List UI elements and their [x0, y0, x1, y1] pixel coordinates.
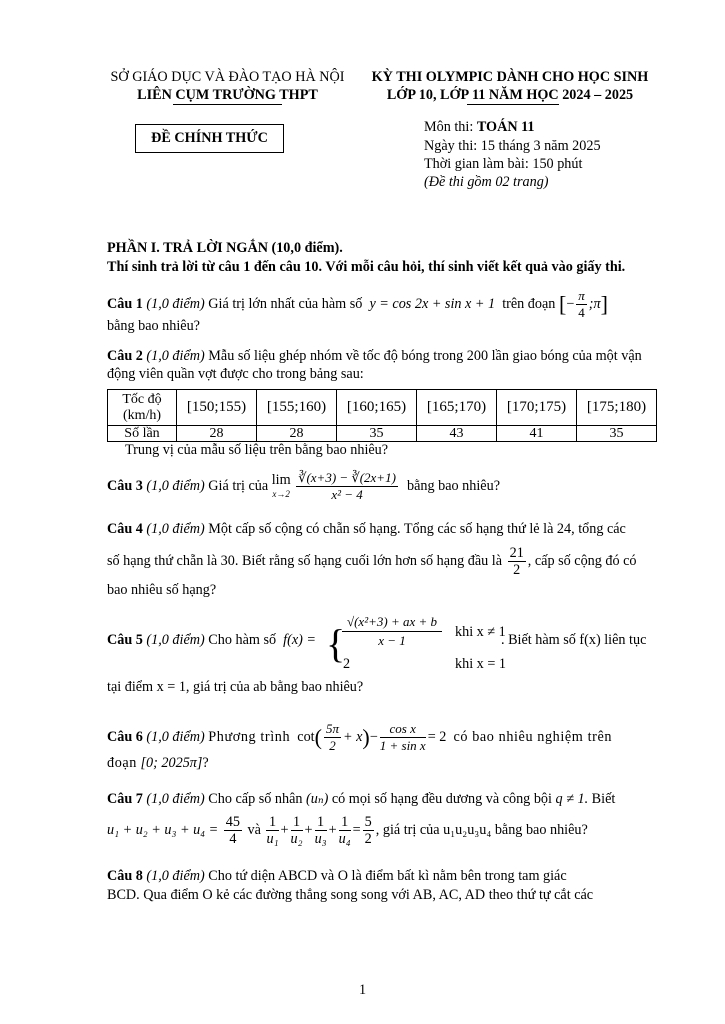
question-1: Câu 1 (1,0 điểm) Giá trị lớn nhất của hàm số y = cos 2x + sin x + 1 trên đoạn [− $\frac{\pi}{4}$ ;π] — [107, 288, 608, 320]
header-rule-right — [467, 104, 559, 105]
table-row — [108, 390, 657, 426]
table-cell: [165;170) — [417, 390, 497, 426]
exam-grade-year: LỚP 10, LỚP 11 NĂM HỌC 2024 – 2025 — [386, 87, 634, 103]
header-rule-left — [173, 104, 282, 105]
question-8: Câu 8 (1,0 điểm) Cho tứ diện ABCD và O là điểm bất kì nằm bên trong tam giác — [107, 868, 567, 884]
question-8-line2: BCD. Qua điểm O kẻ các đường thẳng song song với AB, AC, AD theo thứ tự cắt các — [107, 887, 594, 903]
table-cell: 28 — [257, 426, 337, 442]
question-2-line2: động viên quần vợt được cho trong bảng sau: — [107, 366, 364, 382]
piecewise-case2-value: 2 — [343, 656, 351, 672]
speed-frequency-table — [107, 389, 657, 442]
table-cell: 28 — [177, 426, 257, 442]
question-6-line2: đoạn [0; 2025π]? — [107, 755, 209, 771]
piecewise-case2-cond: khi x = 1 — [455, 656, 506, 672]
question-7-line2: u₁ + u₂ + u₃ + u₄ = $\frac{45}{4}$ và $\frac{1}{\text{u₁}}$ + $\frac{1}{\text{u₂}}$ + $\frac{1}{\text{u₃}}$ + $\frac{1}{\text{u₄}}$ = $\frac{5}{2}$ , giá trị của u₁u₂u₃u₄ bằng bao nhiêu? — [107, 814, 588, 847]
question-5-continuity: . Biết hàm số f(x) liên tục — [501, 632, 647, 648]
subject-line: Môn thi: TOÁN 11 — [424, 119, 535, 135]
question-7: Câu 7 (1,0 điểm) Cho cấp số nhân (uₙ) có mọi số hạng đều dương và công bội q ≠ 1. Biết — [107, 791, 616, 807]
table-cell: 43 — [417, 426, 497, 442]
question-5-line2: tại điểm x = 1, giá trị của ab bằng bao nhiêu? — [107, 679, 364, 695]
question-1-tail: bằng bao nhiêu? — [107, 318, 200, 334]
exam-duration: Thời gian làm bài: 150 phút — [424, 156, 583, 172]
exam-date: Ngày thi: 15 tháng 3 năm 2025 — [424, 138, 601, 154]
dept-name: SỞ GIÁO DỤC VÀ ĐÀO TẠO HÀ NỘI — [110, 69, 345, 85]
table-cell: [155;160) — [257, 390, 337, 426]
table-cell: 35 — [337, 426, 417, 442]
table-cell: [170;175) — [497, 390, 577, 426]
table-cell: 41 — [497, 426, 577, 442]
question-6: Câu 6 (1,0 điểm) Phương trình cot( $\frac{5\pi}{2}$ + x)− $\frac{\text{cos x}}{\text{1 + sin x}}$ = 2 có bao nhiêu nghiệm trên — [107, 721, 613, 753]
official-exam-box: ĐỀ CHÍNH THỨC — [135, 124, 284, 153]
piecewise-case1-cond: khi x ≠ 1 — [455, 624, 506, 640]
question-4-line3: bao nhiêu số hạng? — [107, 582, 217, 598]
question-5: Câu 5 (1,0 điểm) Cho hàm số f(x) = — [107, 632, 316, 648]
page-count-note: (Đề thi gồm 02 trang) — [424, 174, 549, 190]
table-header-speed: Tốc độ (km/h) — [108, 390, 177, 426]
table-cell: [175;180) — [577, 390, 657, 426]
question-2: Câu 2 (1,0 điểm) Mẫu số liệu ghép nhóm về tốc độ bóng trong 200 lần giao bóng của một vận — [107, 348, 642, 364]
exam-title: KỲ THI OLYMPIC DÀNH CHO HỌC SINH — [371, 69, 649, 85]
table-header-count: Số lần — [108, 426, 177, 442]
school-cluster: LIÊN CỤM TRƯỜNG THPT — [137, 87, 318, 103]
question-4: Câu 4 (1,0 điểm) Một cấp số cộng có chẵn số hạng. Tổng các số hạng thứ lẻ là 24, tổng các — [107, 521, 626, 537]
piecewise-brace: { — [326, 621, 346, 666]
question-2-ask: Trung vị của mẫu số liệu trên bằng bao nhiêu? — [125, 442, 389, 458]
table-row — [108, 426, 657, 442]
piecewise-case1-expr: √(x²+3) + ax + b x − 1 — [342, 613, 442, 650]
table-cell: [160;165) — [337, 390, 417, 426]
part1-title: PHẦN I. TRẢ LỜI NGẮN (10,0 điểm). — [107, 240, 343, 256]
table-cell: 35 — [577, 426, 657, 442]
question-4-line2: số hạng thứ chẵn là 30. Biết rằng số hạng cuối lớn hơn số hạng đầu là $\frac{21}{2}$ , cấp số cộng đó có — [107, 545, 637, 578]
question-3: Câu 3 (1,0 điểm) Giá trị của lim x→2 $\frac{∛(x+3) - ∛(2x+1)}{\text{x² − 4}}$ bằng bao nhiêu? — [107, 470, 500, 502]
page-number: 1 — [358, 982, 367, 998]
table-cell: [150;155) — [177, 390, 257, 426]
part1-instruction: Thí sinh trả lời từ câu 1 đến câu 10. Với mỗi câu hỏi, thí sinh viết kết quả vào giấy thi. — [107, 259, 626, 275]
